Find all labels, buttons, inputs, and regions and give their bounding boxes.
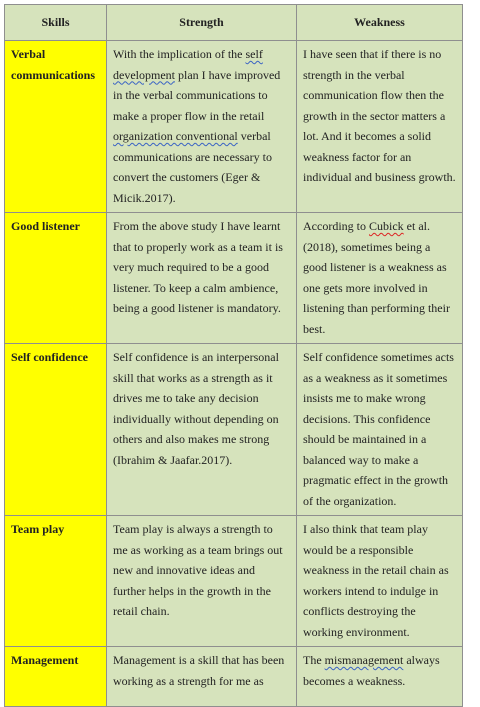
skill-cell: Self confidence	[5, 344, 107, 516]
skill-cell: Management	[5, 647, 107, 707]
weakness-cell: Self confidence sometimes acts as a weakness as it sometimes insists me to make wrong decisions. This confidence should be maintained in a balanced way to make a pragmatic effect in the growth of the organization.	[297, 344, 463, 516]
strength-text: self development	[113, 47, 263, 82]
table-row	[5, 344, 463, 516]
weakness-cell: I also think that team play would be a responsible weakness in the retail chain as workers intend to indulge in conflicts destroying the working environment.	[297, 516, 463, 647]
table-row	[5, 647, 463, 707]
table-row	[5, 213, 463, 344]
skills-table	[4, 4, 463, 707]
weakness-cell	[297, 647, 463, 707]
weakness-text: always becomes a weakness.	[303, 653, 440, 688]
weakness-cell: I have seen that if there is no strength in the verbal communication flow then the growth in the sector matters a lot. And it becomes a solid weakness factor for an individual and business growth.	[297, 41, 463, 213]
header-strength: Strength	[107, 5, 297, 41]
strength-text: plan I have improved in the verbal communications to make a proper flow in the retail	[113, 67, 281, 123]
strength-cell	[107, 41, 297, 213]
weakness-cell	[297, 213, 463, 344]
strength-cell: Team play is always a strength to me as working as a team brings out new and innovative ideas and further helps in the growth in the retail chain.	[107, 516, 297, 647]
strength-text: With the implication of the	[113, 47, 246, 61]
strength-text: organization conventional	[113, 129, 238, 143]
header-row	[5, 5, 463, 41]
strength-text: verbal communications are necessary to convert the customers (Eger & Micik.2017).	[113, 129, 272, 205]
table-row	[5, 516, 463, 647]
strength-cell: Self confidence is an interpersonal skill that works as a strength as it drives me to take any decision individually without depending on others and also makes me strong (Ibrahim & Jaafar.2017).	[107, 344, 297, 516]
weakness-text: Cubick	[368, 219, 404, 233]
weakness-text: et al.(2018), sometimes being a good listener is a weakness as one gets more involved in listening than performing their best.	[303, 219, 450, 336]
table-row	[5, 41, 463, 213]
weakness-text: mismanagement	[324, 653, 404, 667]
header-weakness: Weakness	[297, 5, 463, 41]
strength-cell: From the above study I have learnt that to properly work as a team it is very much required to be a good listener. To keep a calm ambience, being a good listener is mandatory.	[107, 213, 297, 344]
skill-cell: Good listener	[5, 213, 107, 344]
weakness-text: According to	[303, 219, 369, 233]
header-skills: Skills	[5, 5, 107, 41]
weakness-text: The	[303, 653, 325, 667]
skill-cell: Team play	[5, 516, 107, 647]
strength-cell: Management is a skill that has been working as a strength for me as	[107, 647, 297, 707]
skill-cell: Verbal communications	[5, 41, 107, 213]
